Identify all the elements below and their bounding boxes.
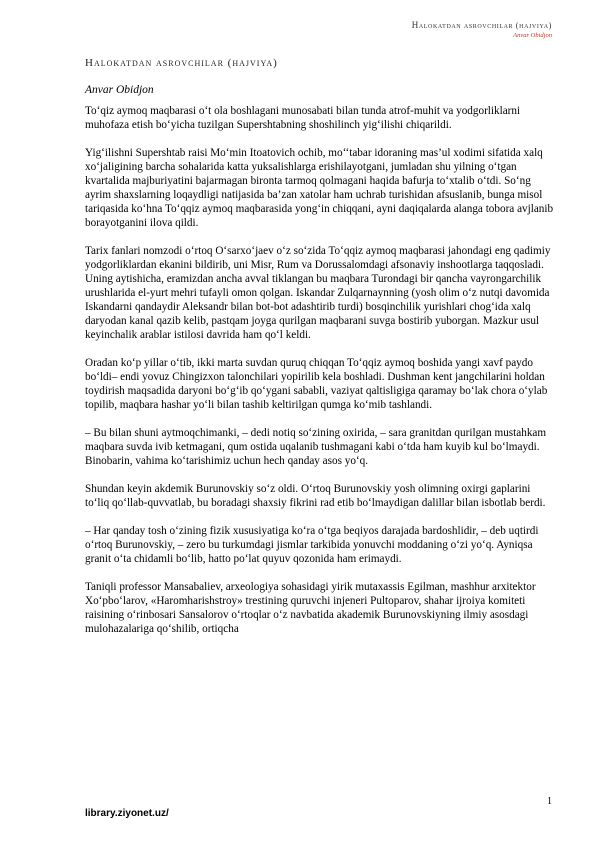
paragraph: – Bu bilan shuni aytmoqchimanki, – dedi notiq so‘zining oxirida, – sara granitdan qurilgan mustahkam maqbara suvda ivib ketmagani, qum ostida uqalanib tushmagani kabi o‘tda ham kuyib kul bo‘lmaydi. Binobarin, vahima ko‘tarishimiz uchun hech qanday asos yo‘q. xyxy=(85,427,547,467)
paragraphs xyxy=(85,104,555,636)
paragraph: To‘qiz aymoq maqbarasi o‘t ola boshlagani munosabati bilan tunda atrof-muhit va yodgorliklarni muhofaza etish bo‘yicha tuzilgan Supershtabning shoshilinch yig‘ilishi chiqarildi. xyxy=(85,105,521,131)
document-body xyxy=(85,53,555,650)
paragraph: Shundan keyin akdemik Burunovskiy so‘z oldi. O‘rtoq Burunovskiy yosh olimning oxirgi gaplarini to‘liq qo‘llab-quvvatlab, bu boradagi shaxsiy fikrini rad etib bo‘lmaydigan dalillar bilan isbotlab berdi. xyxy=(85,483,546,509)
running-header-title: Halokatdan asrovchilar (hajviya) xyxy=(411,20,552,30)
document-author: Anvar Obidjon xyxy=(85,84,154,96)
footer-link[interactable]: library.ziyonet.uz/ xyxy=(85,808,169,819)
paragraph: Yig‘ilishni Supershtab raisi Mo‘min Itoatovich ochib, mo‘‘tabar idoraning mas’ul xodimi sifatida xalq xo‘jaligining barcha sohalarida katta yuksalishlarga erishilayotgani, jumladan shu yilning o‘tgan kvartalida majburiyatini bajarmagan bironta tarmoq qolmagani haqida bafurja to‘xtalib o‘tdi. So‘ng ayrim shaxslarning loqaydligi natijasida ba’zan xatolar ham uchrab turishidan afsuslanib, bunga misol tariqasida ko‘hna To‘qqiz aymoq maqbarasida yong‘in chiqqani, ayni daqiqalarda alanga tobora avjlanib borayotganini ilova qildi. xyxy=(85,147,554,229)
paragraph: Oradan ko‘p yillar o‘tib, ikki marta suvdan quruq chiqqan To‘qqiz aymoq boshida yangi xavf paydo bo‘ldi– endi yovuz Chingizxon talonchilari yopirilib kela boshladi. Dushman kent jangchilarini holdan toydirish maqsadida daryoni bo‘g‘ib qo‘ygani sababli, vaziyat qaltisligiga qaramay bo‘lak chora o‘ylab topilib, maqbara hashar yo‘li bilan tashib keltirilgan qumga ko‘mib tashlandi. xyxy=(85,357,548,411)
running-header-author: Anvar Obidjon xyxy=(513,32,552,39)
page-number: 1 xyxy=(547,796,552,807)
paragraph: Taniqli professor Mansabaliev, arxeologiya sohasidagi yirik mutaxassis Egilman, mashhur arxitektor Xo‘pbo‘larov, «Haromharishstroy» trestining quruvchi injeneri Pultoparov, shahar ijroiya komiteti raisining o‘rinbosari Sansalorov o‘rtoqlar o‘z navbatida akademik Burunovskiyning ilmiy asosdagi mulohazalariga qo‘shilib, ortiqcha xyxy=(85,581,536,635)
paragraph: – Har qanday tosh o‘zining fizik xususiyatiga ko‘ra o‘tga beqiyos darajada bardoshlidir, – deb uqtirdi o‘rtoq Burunovskiy, – zero bu turkumdagi jismlar tarkibida yonuvchi moddaning o‘zi yo‘q. Ayniqsa granit o‘ta chidamli bo‘lib, hatto po‘lat quyuv qozonida ham erimaydi. xyxy=(85,525,539,565)
paragraph: Tarix fanlari nomzodi o‘rtoq O‘sarxo‘jaev o‘z so‘zida To‘qqiz aymoq maqbarasi jahondagi eng qadimiy yodgorliklardan ekanini bildirib, uni Misr, Rum va Dorussalomdagi afsonaviy inshootlarga taqqosladi. Uning aytishicha, eramizdan ancha avval tiklangan bu maqbara Turondagi bir qancha vayrongarchilik urushlarida el-yurt mehri tufayli omon qolgan. Iskandar Zulqarnaynning (yosh olim o‘z nutqi davomida Iskandarni qandaydir Aleksandr bilan bot-bot adashtirib turdi) bosqinchilik yurishlari chog‘ida xalq daryodan kanal qazib kelib, pastqam joyga qurilgan maqbarani suvga bostirib yuborgan. Mazkur usul keyinchalik arablar istilosi davrida ham qo‘l keldi. xyxy=(85,245,551,341)
document-title: Halokatdan asrovchilar (hajviya) xyxy=(85,57,278,69)
running-header xyxy=(412,20,552,40)
